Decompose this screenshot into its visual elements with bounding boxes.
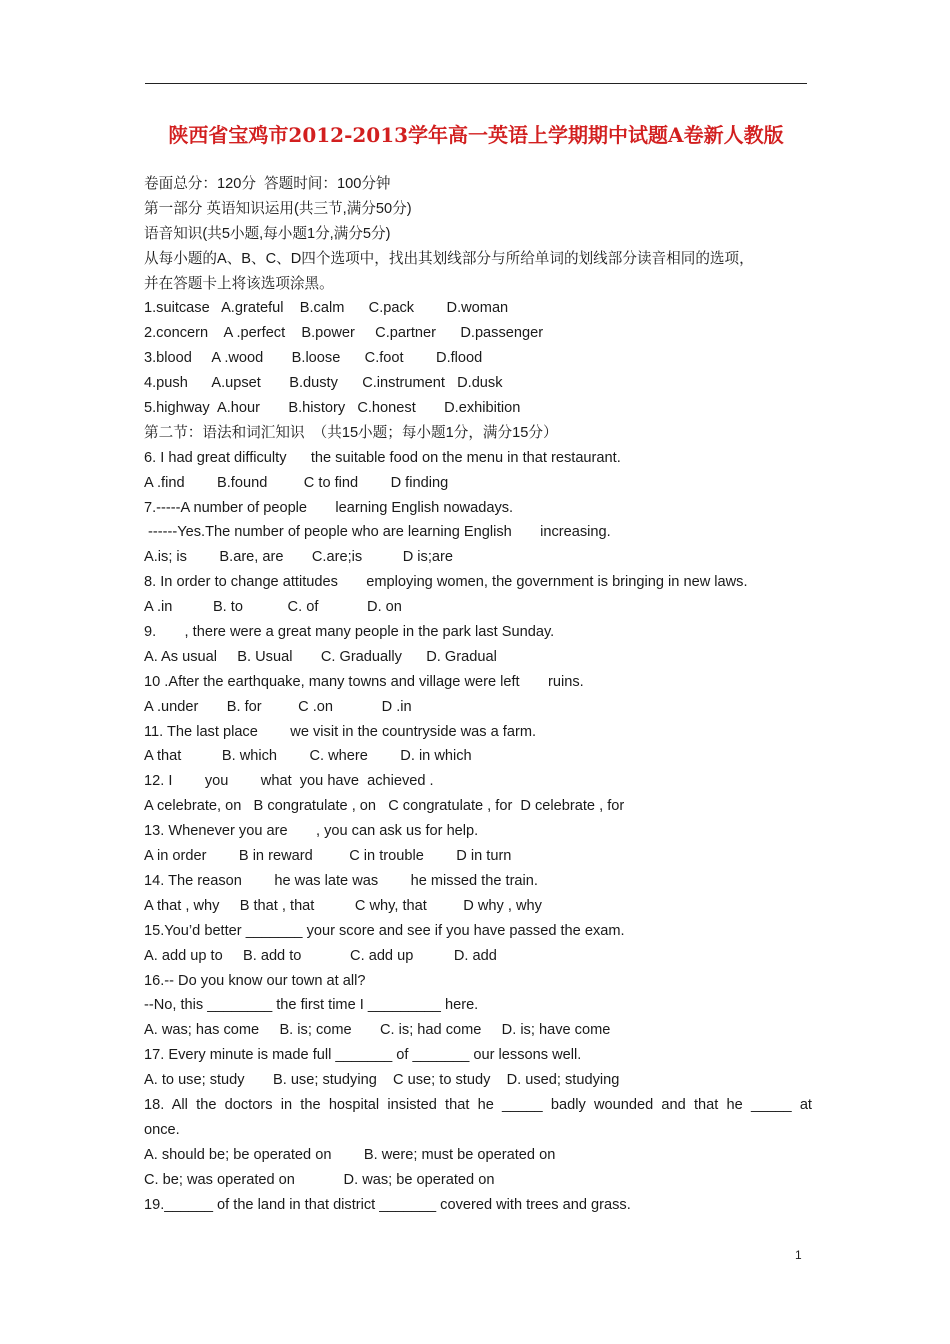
- header-rule: [145, 83, 807, 84]
- options-line: A.is; is B.are, are C.are;is D is;are: [144, 549, 453, 566]
- question-line: 11. The last place we visit in the countryside was a farm.: [144, 723, 537, 740]
- question-line: 4.push A.upset B.dusty C.instrument D.dusk: [144, 375, 503, 392]
- question-line: ------Yes.The number of people who are learning English increasing.: [144, 524, 611, 541]
- document-title: 陕西省宝鸡市2012-2013学年高一英语上学期期中试题A卷新人教版: [168, 123, 784, 147]
- question-line: 14. The reason he was late was he missed the train.: [144, 872, 538, 889]
- text-line-phonetics: 语音知识(共5小题,每小题1分,满分5分): [144, 225, 391, 242]
- options-line: A. should be; be operated on B. were; must be operated on: [144, 1146, 556, 1163]
- options-line: A. to use; study B. use; studying C use; to study D. used; studying: [144, 1072, 620, 1089]
- question-line: 13. Whenever you are , you can ask us for help.: [144, 823, 479, 840]
- text-line-score: 卷面总分：120分 答题时间：100分钟: [144, 176, 391, 192]
- options-line: A in order B in reward C in trouble D in turn: [144, 848, 512, 865]
- question-line-cont: once.: [144, 1121, 180, 1138]
- question-line: 9. , there were a great many people in the park last Sunday.: [144, 624, 555, 641]
- text-line-part-one: 第一部分 英语知识运用(共三节,满分50分): [144, 200, 412, 217]
- question-line: 3.blood A .wood B.loose C.foot D.flood: [144, 350, 483, 367]
- question-line: 15.You’d better _______ your score and see if you have passed the exam.: [144, 922, 625, 939]
- question-line: 18. All the doctors in the hospital insisted that he _____ badly wounded and that he _____ at: [144, 1096, 812, 1113]
- options-line: A .in B. to C. of D. on: [144, 599, 402, 616]
- options-line: A. was; has come B. is; come C. is; had come D. is; have come: [144, 1022, 611, 1039]
- text-line-instructions: 从每小题的A、B、C、D四个选项中，找出其划线部分与所给单词的划线部分读音相同的选项，: [144, 250, 754, 267]
- options-line: A .find B.found C to find D finding: [144, 474, 449, 491]
- text-line-instructions-cont: 并在答题卡上将该选项涂黑。: [144, 275, 334, 292]
- question-line: 16.-- Do you know our town at all?: [144, 972, 366, 989]
- options-line: A that B. which C. where D. in which: [144, 748, 472, 765]
- question-line: 2.concern A .perfect B.power C.partner D.passenger: [144, 325, 544, 342]
- question-line: --No, this ________ the first time I _________ here.: [144, 997, 479, 1014]
- options-line: A that , why B that , that C why, that D why , why: [144, 897, 542, 914]
- question-line: 8. In order to change attitudes employing women, the government is bringing in new laws.: [144, 574, 748, 591]
- options-line: C. be; was operated on D. was; be operated on: [144, 1171, 495, 1188]
- question-line: 1.suitcase A.grateful B.calm C.pack D.woman: [144, 300, 509, 317]
- options-line: A .under B. for C .on D .in: [144, 698, 412, 715]
- question-line: 10 .After the earthquake, many towns and village were left ruins.: [144, 673, 584, 690]
- question-line: 5.highway A.hour B.history C.honest D.exhibition: [144, 400, 521, 417]
- page-number: 1: [795, 1248, 802, 1262]
- options-line: A. As usual B. Usual C. Gradually D. Gradual: [144, 648, 497, 665]
- question-line: 19.______ of the land in that district _______ covered with trees and grass.: [144, 1196, 631, 1213]
- options-line: A. add up to B. add to C. add up D. add: [144, 947, 497, 964]
- options-line: A celebrate, on B congratulate , on C congratulate , for D celebrate , for: [144, 798, 625, 815]
- question-line: 12. I you what you have achieved .: [144, 773, 434, 790]
- question-line: 6. I had great difficulty the suitable food on the menu in that restaurant.: [144, 449, 621, 466]
- document-body: [144, 172, 812, 1217]
- question-line: 17. Every minute is made full _______ of _______ our lessons well.: [144, 1047, 582, 1064]
- section-heading: 第二节：语法和词汇知识 （共15小题；每小题1分，满分15分）: [144, 424, 558, 441]
- question-line: 7.-----A number of people learning English nowadays.: [144, 499, 514, 516]
